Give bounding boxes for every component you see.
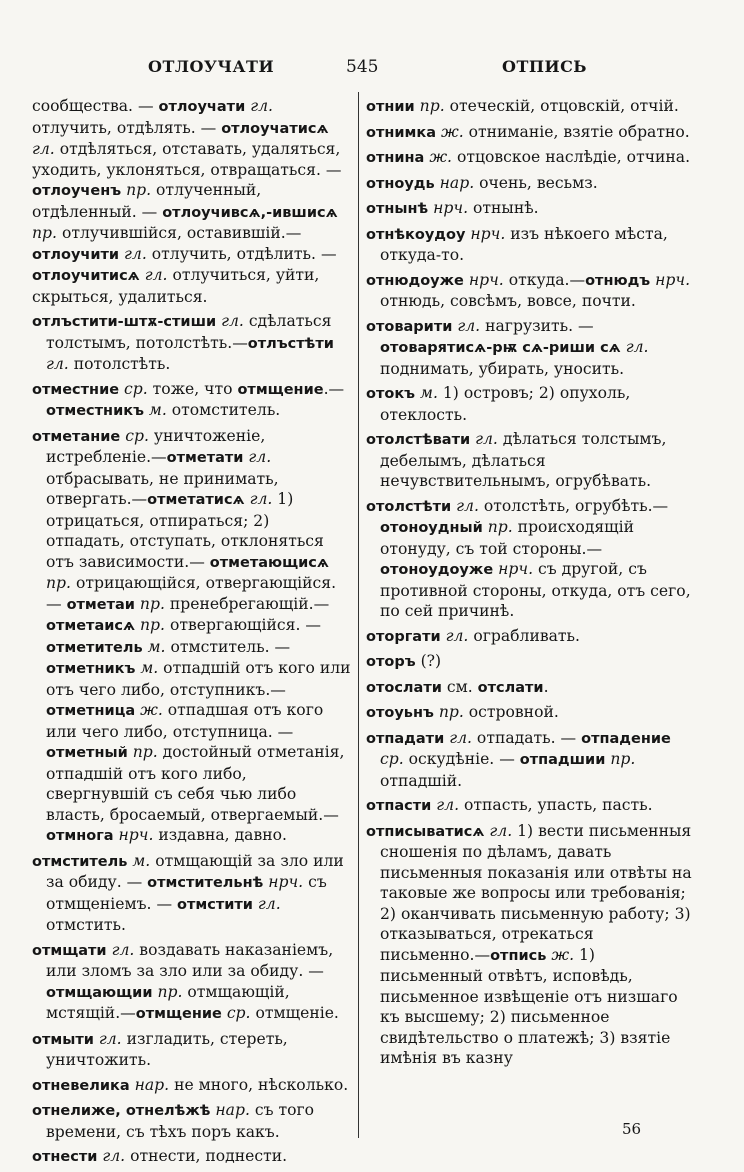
grammar-label: м. [142, 637, 166, 656]
headword: отоварятисѧ-рѭ сѧ-риши сѧ [380, 340, 621, 356]
grammar-label: гл. [252, 894, 281, 913]
dictionary-entry [366, 316, 692, 380]
headword: отослати [366, 679, 442, 696]
dictionary-entry [32, 96, 352, 307]
headword: отмщающии [46, 984, 153, 1001]
dictionary-entry [366, 122, 692, 144]
headword: отнюдоуже [366, 272, 464, 289]
definition-text: отцовское наслѣдіе, отчина. [452, 148, 691, 166]
headword: отнелиже, отнелѣжѣ [32, 1103, 211, 1119]
grammar-label: гл. [620, 338, 649, 356]
grammar-label: гл. [244, 490, 273, 508]
dictionary-entry [32, 940, 352, 1025]
headword: отметаисѧ [46, 618, 136, 634]
grammar-label: нар. [129, 1075, 170, 1094]
headword: отмыти [32, 1031, 94, 1048]
dictionary-entry [366, 496, 692, 622]
dictionary-entry [366, 429, 692, 492]
dictionary-entry [32, 426, 352, 847]
grammar-label: гл. [93, 1029, 122, 1048]
grammar-label: гл. [245, 97, 273, 115]
grammar-label: ср. [119, 379, 148, 398]
grammar-label: м. [127, 851, 151, 870]
dictionary-entry [366, 224, 692, 266]
running-head-left: ОТЛОУЧАТИ [148, 57, 275, 76]
headword: отметный [46, 745, 128, 761]
definition-text: съ того времени, съ тѣхъ поръ какъ. [46, 1101, 315, 1141]
headword: отоноудный [380, 520, 483, 536]
definition-text: ограбливать. [468, 626, 581, 645]
dictionary-entry [32, 1029, 352, 1071]
definition-text: дѣлаться толстымъ, дебелымъ, дѣлаться нечувствительнымъ, огрубѣвать. [380, 430, 667, 490]
definition-text: оскудѣніе. — [403, 750, 520, 768]
definition-text: . [543, 677, 549, 696]
definition-text: отниманіе, взятіе обратно. [463, 122, 690, 141]
headword: отлоученъ [32, 183, 122, 199]
grammar-label: м. [135, 659, 159, 677]
definition-text: происходящій отонуду, съ той стороны.— [380, 518, 635, 558]
headword: отолстѣвати [366, 432, 471, 448]
headword: отлоучивсѧ,-ившисѧ [162, 204, 338, 221]
grammar-label: нар. [434, 173, 475, 192]
headword: отместникъ [46, 403, 144, 419]
definition-text: очень, весьмз. [474, 173, 598, 192]
headword: отмнога [46, 828, 114, 844]
dictionary-entry [32, 379, 352, 422]
grammar-label: гл. [470, 430, 498, 448]
grammar-label: ж. [436, 122, 464, 141]
dictionary-entry [366, 795, 692, 817]
definition-text: (?) [415, 652, 442, 670]
headword: отлоучити [32, 246, 120, 263]
right-column [366, 96, 692, 1073]
headword: отолстѣти [366, 498, 452, 515]
headword: оторгати [366, 628, 441, 645]
definition-text: съ другой, съ противной стороны, откуда, отъ сего, по сей причинѣ. [380, 560, 691, 620]
definition-text: отпадать. — [471, 728, 582, 747]
headword: отметитель [46, 639, 143, 656]
definition-text: отолстѣть, огрубѣть.— [478, 496, 669, 515]
headword: отлоучати [158, 99, 246, 115]
definition-text: отнести, поднести. [125, 1147, 288, 1165]
definition-text: отмщающій за зло или за обиду. — [46, 851, 344, 891]
headword: отоварити [366, 318, 453, 335]
definition-text: отмститель. — [165, 637, 291, 656]
grammar-label: нрч. [113, 826, 154, 844]
headword: оторъ [366, 654, 416, 670]
grammar-label: гл. [32, 140, 55, 158]
definition-text: отбрасывать, не принимать, отвергать.— [46, 469, 279, 508]
grammar-label: гл. [243, 448, 272, 466]
grammar-label: пр. [135, 616, 166, 634]
signature-number: 56 [622, 1120, 642, 1138]
grammar-label: нар. [210, 1101, 250, 1119]
headword: отметникъ [46, 661, 136, 677]
headword: отмщение [135, 1006, 222, 1022]
headword: отпись [490, 947, 547, 964]
definition-text: отлучить, отдѣлить. — [146, 244, 337, 263]
grammar-label: гл. [440, 626, 469, 645]
definition-text: 1) отрицаться, отпираться; 2) отпадать, отступать, отклоняться отъ зависимости.— [46, 490, 324, 571]
dictionary-entry [32, 1146, 352, 1168]
definition-text: поднимать, убирать, уносить. [380, 359, 625, 378]
headword: отлъстѣти [247, 335, 334, 352]
grammar-label: нрч. [465, 224, 506, 243]
headword: отнынѣ [366, 201, 429, 217]
headword: отнии [366, 99, 415, 115]
grammar-label: пр. [127, 743, 158, 761]
definition-text: см. [441, 677, 478, 696]
definition-text: пренебрегающій.— [164, 594, 330, 613]
grammar-label: гл. [97, 1147, 126, 1165]
headword: отпадшии [519, 752, 606, 768]
grammar-label: ср. [120, 426, 149, 445]
headword: отметати [166, 450, 244, 466]
grammar-label: гл. [119, 244, 147, 263]
definition-text: уничтоженіе, истребленіе.— [46, 426, 266, 466]
headword: отокъ [366, 386, 416, 402]
grammar-label: ср. [221, 1004, 251, 1022]
grammar-label: пр. [605, 750, 636, 768]
definition-text: откуда.— [503, 270, 586, 289]
definition-text: отпасть, упасть, пасть. [459, 796, 653, 814]
grammar-label: нрч. [428, 199, 469, 217]
dictionary-entry [366, 626, 692, 648]
definition-text: сообщества. — [32, 97, 159, 115]
definition-text: потолстѣть. [68, 355, 171, 373]
grammar-label: гл. [444, 728, 472, 747]
definition-text: тоже, что [147, 379, 238, 398]
headword: отметание [32, 428, 121, 445]
definition-text: съ отмщеніемъ. — [46, 873, 327, 913]
definition-text: нагрузить. — [480, 316, 594, 335]
headword: отметаи [66, 596, 135, 613]
grammar-label: гл. [216, 312, 244, 330]
grammar-label: гл. [451, 496, 479, 515]
headword: отнѣкоудоу [366, 226, 466, 243]
grammar-label: пр. [414, 97, 445, 115]
definition-text: отеческій, отцовскій, отчій. [444, 97, 679, 115]
grammar-label: пр. [433, 703, 464, 721]
headword: отлъстити-штѫ-стиши [32, 314, 217, 330]
dictionary-entry [32, 1075, 352, 1097]
definition-text: отрицающійся, отвергающійся. — [46, 574, 337, 613]
headword: отноудь [366, 175, 435, 192]
page-number: 545 [346, 57, 379, 77]
definition-text: изъ нѣкоего мѣста, откуда-то. [380, 224, 668, 264]
headword: отмщати [32, 942, 107, 959]
headword: отпасти [366, 798, 432, 814]
headword: отлоучатисѧ [221, 120, 329, 137]
definition-text: воздавать наказаніемъ, или зломъ за зло или за обиду. — [46, 940, 334, 980]
definition-text: отнюдь, совсѣмъ, вовсе, почти. [380, 292, 636, 310]
grammar-label: гл. [139, 266, 168, 284]
grammar-label: пр. [32, 224, 57, 242]
grammar-label: м. [143, 401, 167, 419]
column-divider [358, 92, 359, 1138]
dictionary-entry [366, 651, 692, 673]
grammar-label: нрч. [463, 270, 504, 289]
headword: отоуьнъ [366, 705, 434, 721]
definition-text: достойный отметанія, отпадшій отъ кого либо, свергнувшій съ себя чью либо власть, бросаемый, отвергаемый.— [46, 743, 345, 824]
definition-text: отлученный, отдѣленный. — [32, 181, 262, 221]
dictionary-entry [32, 851, 352, 936]
definition-text: отмстить. [46, 916, 126, 934]
dictionary-entry [366, 198, 692, 220]
definition-text: сдѣлаться толстымъ, потолстѣть.— [46, 312, 332, 352]
grammar-label: гл. [452, 316, 481, 335]
definition-text: не много, нѣсколько. [169, 1075, 349, 1094]
definition-text: 1) письменный отвѣтъ, исповѣдь, письменное извѣщеніе отъ низшаго къ высшему; 2) письменное свидѣтельство о платежѣ; 3) взятіе имѣнія въ казну [380, 945, 678, 1067]
dictionary-entry [366, 173, 692, 195]
headword: отлоучитисѧ [32, 268, 140, 284]
definition-text: островной. [463, 703, 559, 721]
grammar-label: ж. [546, 945, 575, 964]
definition-text: отпадшій. [380, 771, 463, 790]
definition-text: 1) вести письменныя сношенія по дѣламъ, давать письменныя показанія или отвѣты на таковые же вопросы или требованія; 2) оканчивать письменную работу; 3) отказываться, отрекаться письменно.— [380, 821, 692, 964]
grammar-label: гл. [431, 796, 460, 814]
definition-text: отмщеніе. [250, 1004, 339, 1022]
headword: отписыватисѧ [366, 823, 485, 840]
definition-text: отпадшій отъ кого или отъ чего либо, отступникъ.— [46, 659, 351, 699]
definition-text: отлучившійся, оставившій.— [56, 224, 302, 242]
headword: отметающисѧ [209, 554, 329, 571]
headword: отмститель [32, 853, 128, 870]
headword: отпадати [366, 730, 445, 747]
headword: отмстительнѣ [147, 875, 264, 891]
dictionary-entry [32, 1100, 352, 1142]
page-header [0, 52, 744, 82]
grammar-label: нрч. [493, 560, 534, 578]
left-column [32, 96, 352, 1172]
running-head-right: ОТПИСЬ [502, 57, 588, 76]
definition-text: отвергающійся. — [165, 616, 321, 634]
definition-text: отдѣляться, отставать, удаляться, уходить, уклоняться, отвращаться. — [32, 140, 342, 179]
dictionary-entry [32, 311, 352, 375]
headword: отмщение [237, 381, 324, 398]
headword: отнюдъ [585, 272, 651, 289]
dictionary-entry [366, 728, 692, 792]
grammar-label: ср. [380, 750, 404, 768]
definition-text: отлучиться, уйти, скрыться, удалиться. [32, 266, 320, 306]
dictionary-entry [366, 821, 692, 1069]
headword: отметница [46, 703, 136, 719]
grammar-label: пр. [134, 594, 165, 613]
dictionary-entry [366, 702, 692, 724]
dictionary-entry [366, 270, 692, 312]
headword: отметатисѧ [147, 492, 245, 508]
definition-text: отнынѣ. [468, 199, 539, 217]
definition-text: отмщающій, мстящій.— [46, 982, 290, 1022]
headword: отневелика [32, 1077, 130, 1094]
dictionary-entry [366, 383, 692, 425]
dictionary-entry [366, 147, 692, 169]
grammar-label: нрч. [263, 873, 304, 891]
headword: отмстити [177, 896, 253, 913]
definition-text: отомститель. [166, 401, 281, 419]
grammar-label: ж. [135, 701, 163, 719]
definition-text: изгладить, стереть, уничтожить. [46, 1029, 288, 1069]
headword: отнина [366, 150, 425, 166]
headword: отместние [32, 381, 120, 398]
headword: отслати [477, 679, 544, 696]
definition-text: 1) островъ; 2) опухоль, отеклость. [380, 384, 631, 424]
definition-text: .— [323, 379, 345, 398]
grammar-label: гл. [46, 355, 69, 373]
grammar-label: гл. [484, 821, 513, 840]
definition-text: отпадшая отъ кого или чего либо, отступница. — [46, 701, 324, 741]
dictionary-entry [366, 96, 692, 118]
grammar-label: пр. [152, 982, 183, 1001]
grammar-label: нрч. [650, 270, 691, 289]
headword: отпадение [581, 730, 671, 747]
grammar-label: ж. [424, 148, 452, 166]
headword: отнести [32, 1149, 98, 1165]
headword: отнимка [366, 124, 437, 141]
grammar-label: м. [415, 384, 438, 402]
grammar-label: пр. [121, 181, 152, 199]
definition-text: отлучить, отдѣлять. — [32, 118, 222, 137]
definition-text: издавна, давно. [153, 826, 287, 844]
headword: отоноудоуже [380, 562, 494, 578]
grammar-label: пр. [46, 574, 71, 592]
grammar-label: гл. [106, 940, 135, 959]
dictionary-entry [366, 677, 692, 699]
grammar-label: пр. [482, 518, 513, 536]
